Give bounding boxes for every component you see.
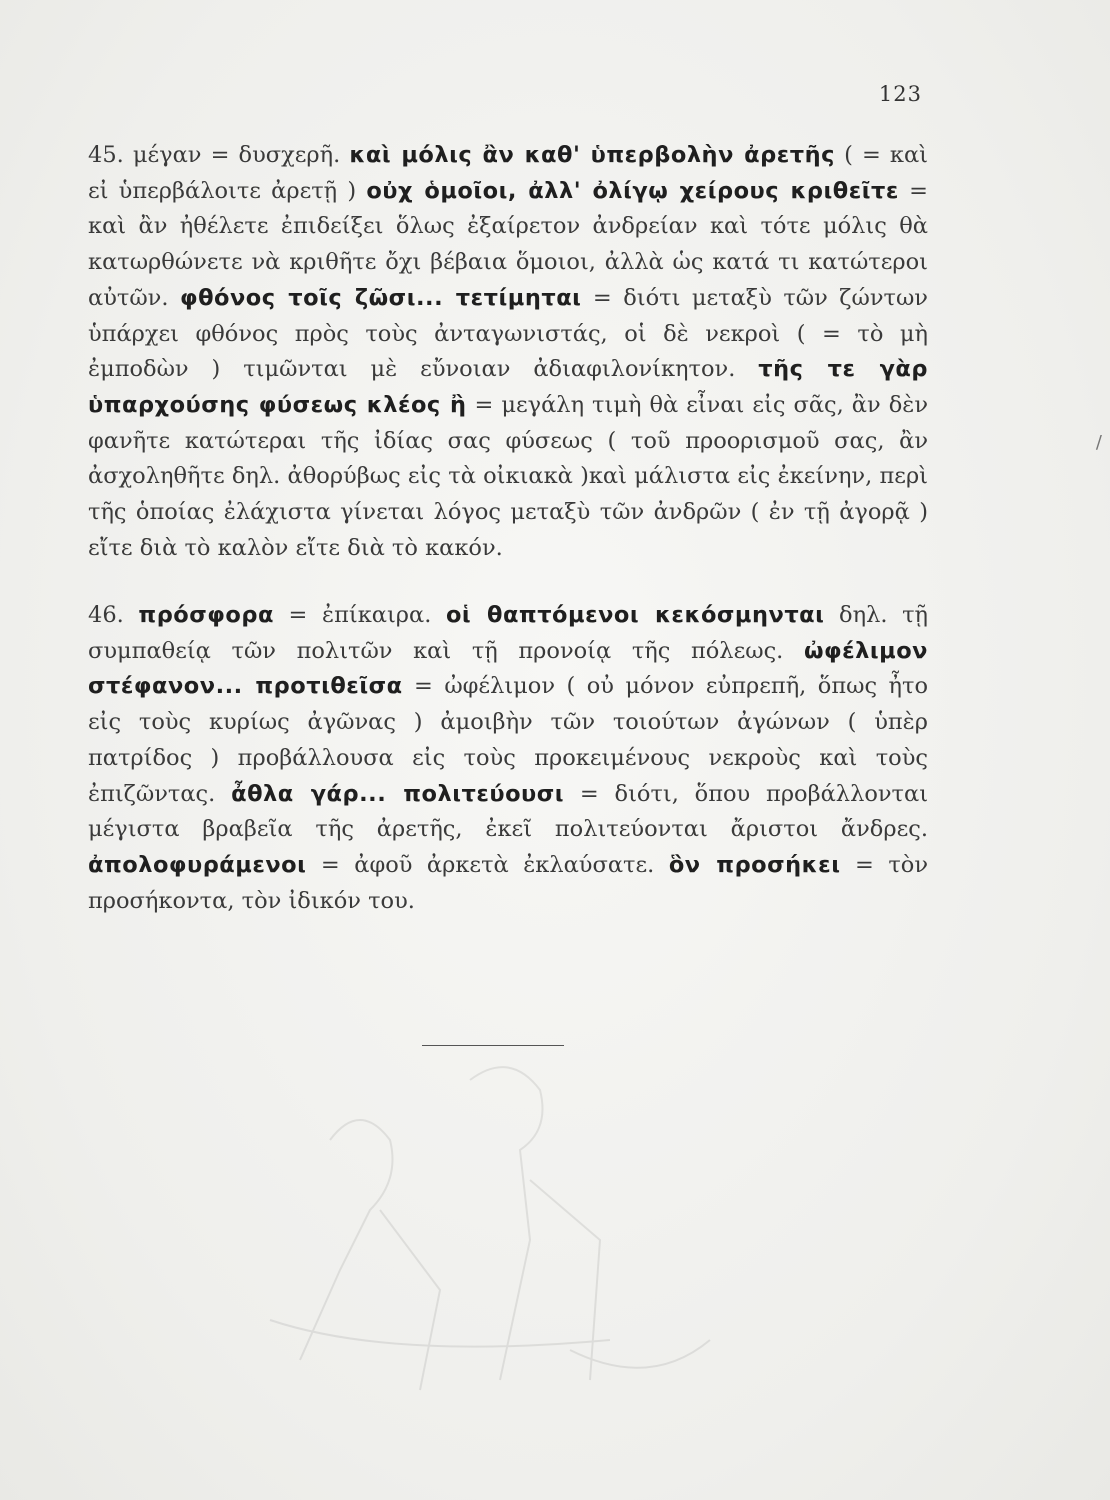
note-46-seg-12: = τὸν προσήκοντα, τὸν ἰδικόν του.	[88, 851, 928, 914]
note-45-seg-3: οὐχ ὁμοῖοι, ἀλλ' ὀλίγῳ χείρους κριθεῖτε	[366, 177, 899, 204]
note-46-seg-6: = ὠφέλιμον ( οὐ μόνον εὐπρεπῆ, ὅπως ἦτο εἰς τοὺς κυρίως ἀγῶνας ) ἀμοιβὴν τῶν τοιούτων ἀγώνων ( ὑπὲρ πατρίδος ) προβάλλουσα εἰς τοὺς προκειμένους νεκροὺς καὶ τοὺς ἐπιζῶντας.	[88, 673, 928, 807]
note-46-seg-7: ἆθλα γάρ... πολιτεύουσι	[231, 780, 565, 807]
note-45-seg-5: φθόνος τοῖς ζῶσι... τετίμηται	[179, 284, 582, 311]
note-45-seg-7: τῆς τε γὰρ ὑπαρχούσης φύσεως κλέος ἢ	[88, 356, 928, 418]
note-46-seg-8: = διότι, ὅπου προβάλλονται μέγιστα βραβεῖα τῆς ἀρετῆς, ἐκεῖ πολιτεύονται ἄριστοι ἄνδρες.	[88, 780, 929, 843]
note-45-seg-4: = καὶ ἂν ἠθέλετε ἐπιδείξει ὅλως ἐξαίρετον ἀνδρείαν καὶ τότε μόλις θὰ κατωρθώνετε νὰ κριθῆτε ὄχι βέβαια ὅμοιοι, ἀλλὰ ὡς κατά τι κατώτεροι αὐτῶν.	[88, 177, 929, 311]
note-45-seg-2: ( = καὶ εἰ ὑπερβάλοιτε ἀρετῇ )	[88, 142, 929, 204]
note-46-text	[88, 598, 928, 919]
note-46-seg-1: πρόσφορα	[138, 602, 274, 628]
note-46-seg-9: ἀπολοφυράμενοι	[88, 851, 307, 878]
note-46-seg-10: = ἀφοῦ ἀρκετὰ ἐκλαύσατε.	[306, 851, 669, 878]
note-46-seg-4: δηλ. τῇ συμπαθείᾳ τῶν πολιτῶν καὶ τῇ προνοίᾳ τῆς πόλεως.	[88, 602, 929, 664]
note-45-seg-0: 45. μέγαν = δυσχερῆ.	[88, 142, 350, 168]
note-45	[88, 138, 928, 566]
note-46-seg-5: ὠφέλιμον στέφανον... προτιθεῖσα	[88, 637, 928, 700]
note-46-seg-2: = ἐπίκαιρα.	[273, 602, 446, 628]
margin-mark: /	[1095, 432, 1102, 453]
note-46-seg-11: ὃν προσήκει	[668, 851, 841, 878]
note-46-seg-3: οἱ θαπτόμενοι κεκόσμηνται	[445, 602, 825, 628]
bleed-through-illustration	[150, 1020, 970, 1440]
note-45-seg-1: καὶ μόλις ἂν καθ' ὑπερβολὴν ἀρετῆς	[349, 142, 835, 168]
note-46-seg-0: 46.	[88, 602, 139, 628]
note-45-seg-6: = διότι μεταξὺ τῶν ζώντων ὑπάρχει φθόνος πρὸς τοὺς ἀνταγωνιστάς, οἱ δὲ νεκροὶ ( = τὸ μὴ ἐμποδὼν ) τιμῶνται μὲ εὔνοιαν ἀδιαφιλονίκητον.	[88, 284, 928, 383]
note-45-text	[88, 138, 928, 566]
note-45-seg-8: = μεγάλη τιμὴ θὰ εἶναι εἰς σᾶς, ἂν δὲν φανῆτε κατώτεραι τῆς ἰδίας σας φύσεως ( τοῦ προορισμοῦ σας, ἂν ἀσχοληθῆτε δηλ. ἀθορύβως εἰς τὰ οἰκιακὰ )καὶ μάλιστα εἰς ἐκείνην, περὶ τῆς ὁποίας ἐλάχιστα γίνεται λόγος μεταξὺ τῶν ἀνδρῶν ( ἐν τῇ ἀγορᾷ ) εἴτε διὰ τὸ καλὸν εἴτε διὰ τὸ κακόν.	[88, 391, 928, 561]
page-number: 123	[878, 82, 922, 106]
note-46	[88, 598, 928, 919]
